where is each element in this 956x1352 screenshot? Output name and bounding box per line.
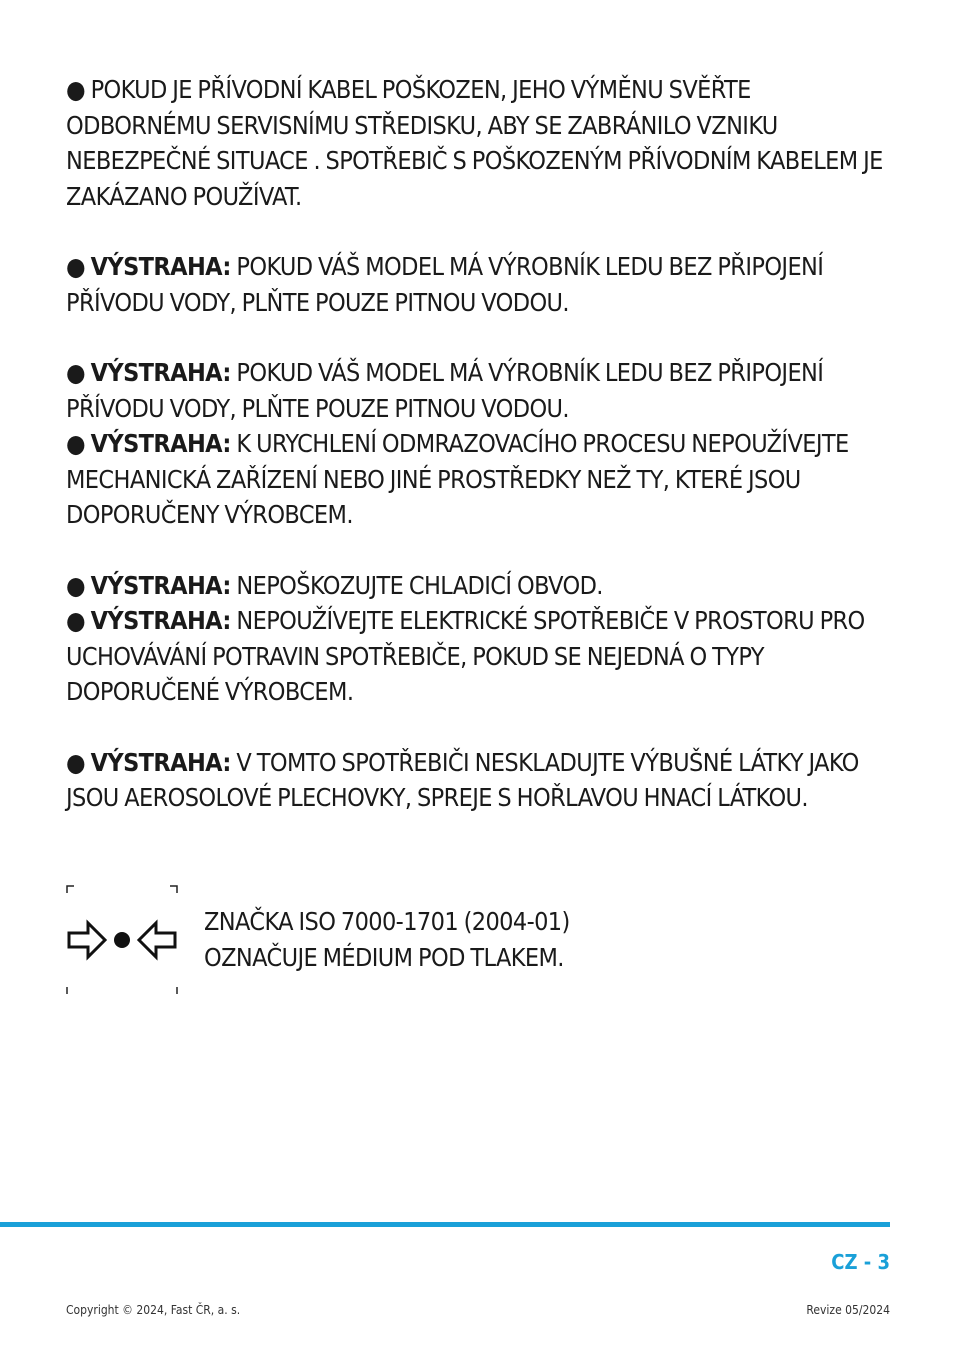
document-body — [66, 72, 896, 816]
iso-symbol-line: OZNAČUJE MÉDIUM POD TLAKEM. — [204, 943, 564, 972]
warning-paragraph: ● POKUD JE PŘÍVODNÍ KABEL POŠKOZEN, JEHO VÝMĚNU SVĚŘTE ODBORNÉMU SERVISNÍMU STŘEDISKU, ABY SE ZABRÁNILO VZNIKU NEBEZPEČNÉ SITUACE . SPOTŘEBIČ S POŠKOZENÝM PŘÍVODNÍM KABELEM JE ZAKÁZANO POUŽÍVAT. — [66, 75, 883, 211]
pressurized-medium-icon — [66, 885, 178, 995]
page-number: CZ - 3 — [831, 1250, 890, 1274]
warning-label: VÝSTRAHA: — [90, 252, 231, 281]
warning-paragraph: ● VÝSTRAHA: V TOMTO SPOTŘEBIČI NESKLADUJTE VÝBUŠNÉ LÁTKY JAKO JSOU AEROSOLOVÉ PLECHOVKY, SPREJE S HOŘLAVOU HNACÍ LÁTKOU. — [66, 747, 859, 812]
paragraph-text: POKUD JE PŘÍVODNÍ KABEL POŠKOZEN, JEHO VÝMĚNU SVĚŘTE ODBORNÉMU SERVISNÍMU STŘEDISKU, ABY SE ZABRÁNILO VZNIKU NEBEZPEČNÉ SITUACE . SPOTŘEBIČ S POŠKOZENÝM PŘÍVODNÍM KABELEM JE ZAKÁZANO POUŽÍVAT. — [66, 75, 883, 211]
warning-paragraph: ● VÝSTRAHA: POKUD VÁŠ MODEL MÁ VÝROBNÍK LEDU BEZ PŘIPOJENÍ PŘÍVODU VODY, PLŇTE POUZE PITNOU VODOU. — [66, 358, 824, 423]
iso-symbol-section — [66, 885, 896, 997]
warning-label: VÝSTRAHA: — [90, 747, 231, 777]
iso-symbol-line: ZNAČKA ISO 7000-1701 (2004-01) — [204, 907, 570, 936]
warning-paragraph: ● VÝSTRAHA: POKUD VÁŠ MODEL MÁ VÝROBNÍK LEDU BEZ PŘIPOJENÍ PŘÍVODU VODY, PLŇTE POUZE PITNOU VODOU. — [66, 252, 824, 317]
footer-divider — [0, 1222, 890, 1227]
warning-label: VÝSTRAHA: — [90, 429, 231, 458]
warning-label: VÝSTRAHA: — [90, 358, 231, 387]
paragraph-text: V TOMTO SPOTŘEBIČI NESKLADUJTE VÝBUŠNÉ LÁTKY JAKO JSOU AEROSOLOVÉ PLECHOVKY, SPREJE S HOŘLAVOU HNACÍ LÁTKOU. — [66, 747, 859, 812]
warning-paragraph: ● VÝSTRAHA: NEPOŠKOZUJTE CHLADICÍ OBVOD. — [66, 570, 603, 600]
warning-label: VÝSTRAHA: — [90, 570, 231, 600]
revision-label: Revize 05/2024 — [806, 1303, 890, 1317]
warning-paragraph: ● VÝSTRAHA: K URYCHLENÍ ODMRAZOVACÍHO PROCESU NEPOUŽÍVEJTE MECHANICKÁ ZAŘÍZENÍ NEBO JINÉ PROSTŘEDKY NEŽ TY, KTERÉ JSOU DOPORUČENY VÝROBCEM. — [66, 429, 849, 529]
warning-label: VÝSTRAHA: — [90, 606, 231, 635]
iso-symbol-description — [204, 904, 570, 976]
paragraph-text: K URYCHLENÍ ODMRAZOVACÍHO PROCESU NEPOUŽÍVEJTE MECHANICKÁ ZAŘÍZENÍ NEBO JINÉ PROSTŘEDKY NEŽ TY, KTERÉ JSOU DOPORUČENY VÝROBCEM. — [66, 429, 849, 529]
paragraph-text: NEPOŠKOZUJTE CHLADICÍ OBVOD. — [236, 570, 603, 600]
paragraph-text: POKUD VÁŠ MODEL MÁ VÝROBNÍK LEDU BEZ PŘIPOJENÍ PŘÍVODU VODY, PLŇTE POUZE PITNOU VODOU. — [66, 252, 824, 317]
warning-paragraph: ● VÝSTRAHA: NEPOUŽÍVEJTE ELEKTRICKÉ SPOTŘEBIČE V PROSTORU PRO UCHOVÁVÁNÍ POTRAVIN SPOTŘEBIČE, POKUD SE NEJEDNÁ O TYPY DOPORUČENÉ VÝROBCEM. — [66, 606, 865, 706]
copyright-notice: Copyright © 2024, Fast ČR, a. s. — [66, 1303, 241, 1317]
paragraph-text: POKUD VÁŠ MODEL MÁ VÝROBNÍK LEDU BEZ PŘIPOJENÍ PŘÍVODU VODY, PLŇTE POUZE PITNOU VODOU. — [66, 358, 824, 423]
paragraph-text: NEPOUŽÍVEJTE ELEKTRICKÉ SPOTŘEBIČE V PROSTORU PRO UCHOVÁVÁNÍ POTRAVIN SPOTŘEBIČE, POKUD SE NEJEDNÁ O TYPY DOPORUČENÉ VÝROBCEM. — [66, 606, 865, 706]
